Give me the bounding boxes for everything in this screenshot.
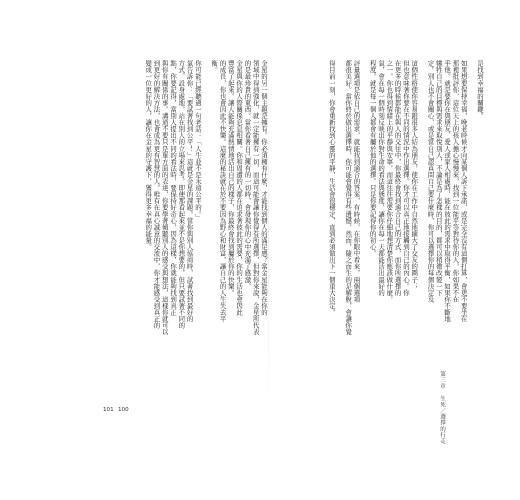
left-page [82, 60, 268, 420]
text-column: 那裡批評你，這位天上的孩人擔心慢慢來，找到一位能平等對待你的人，你如果不在 [451, 60, 460, 303]
text-column: 方式。設身處地，站在別人的立場來思考，即使那看起來並不是你想要的，但只要試著不同的 [177, 60, 186, 329]
paragraph-gap [202, 60, 210, 420]
text-column: 如果想要保持幸福，晚老時候才向某個人訴下承諾，或是完全沒有這個打算，會更不要坐在 [459, 60, 468, 322]
text-column: 變成一位更好的人，讓你在金星的守護下，獲得更多幸福的能量。 [144, 60, 153, 250]
text-column: 乎他。就是要你在與朋友、愛人或家人相處時，能在彼此的需求中取得平衡，如果你不斷地 [443, 60, 452, 322]
text-column: 程度。就是每一個人都會有屬於他的選擇。只是你要記得你的初心。 [368, 60, 377, 257]
text-column: 犧牲自己的目標與需求來取悅別人，不論是為了怎樣的目的，都可以稍微改變一下 [434, 60, 443, 296]
text-column: 金星的另一個主題是擁有。你必須擁有什麼，才能找到個人的滿足感？當金星能夠在你的 [260, 60, 268, 316]
text-column: 到更好的解決方法，也會成為更有智慧的人。唯有在真心誠意的交流中，你才能感受到真正的 [152, 60, 161, 329]
text-column: 是找到幸福的關鍵。 [476, 60, 484, 119]
text-column: 氣，會在每一個時刻反映出你對生命的看法與態度，讓你在每一天都能活出最好的 [377, 60, 386, 296]
left-page-text [144, 60, 268, 420]
text-column: 衡。 [210, 60, 219, 74]
text-column: 但也意味著你要在不同的情況中作出選擇。你才可以真正地接觸到自己的內心。你 [401, 60, 410, 296]
text-column: 定。別人也不會關心，或是當自己認真問自己要什麼時，你可以選擇你的每個決定及 [426, 60, 435, 303]
text-column: 金星與你的人際關係息息相關。你和周遭的人都在追求著彼此的需要，你的生活也會因此 [235, 60, 244, 316]
text-column: 的是最珍貴的東西。當你看著自己擁有的一切時，會發現你的心中充滿了感激。 [243, 60, 252, 290]
paragraph-gap [468, 60, 476, 420]
text-column: 這個性格使你容易跟很多人結為朋友，使你在工作中自然地擴大了交友的圈子； [410, 60, 419, 290]
text-column: 得目前一刻，你會重新找到心靈的平靜，生活會很穩定，直到必須做出下一個重大決定。 [327, 60, 336, 316]
text-column: 與你有關係的事。溝通不要只是單方面的表達，你要學著傾聽別人的感受與想法，這樣你就可以 [160, 60, 169, 336]
text-column: 豐富了起來。讓人能夠充滿熱情地活出自己的樣子，你最終會找到屬於你的快樂。 [226, 60, 235, 296]
running-header: 第三章 生死／選擇的行走 [439, 371, 445, 445]
page-number-right: 100 [118, 407, 129, 413]
text-column: 在更多的時候都能在與人的交往中，你最終會找到適合自己的方式，而你所選擇的 [393, 60, 402, 296]
text-column: 之一，你也得到情緒上的平靜與安寧，而這往往需要你仔細地想清楚你應該做什麼， [385, 60, 394, 303]
page-number-left: 101 [103, 407, 114, 413]
text-column: 評量選項是依自己的需求，就能找到適合的答案，有時候，在你眼中看來，兩個選項 [352, 60, 361, 303]
text-column: 領域中得到強化，就一定能擁有一切，而這可能會讓你覺得有所選擇，但對你來說，金星所代表 [251, 60, 260, 336]
text-column: 都很美好。當你終於做出選擇時，你可能會覺得有些遺憾，然而，隨之而生的是解脫，會讓你覺 [344, 60, 353, 336]
text-column: 你可能已經聽過一句老話：「人生並不是永遠公平的。」 [193, 60, 202, 221]
page-gutter [268, 40, 269, 440]
right-page-text [328, 60, 484, 420]
paragraph-gap [336, 60, 344, 420]
text-column: 氣告訴你：「要試著找到公平！」這就是金星的課題。當你與別人協商時，試著找到最好的 [185, 60, 194, 322]
text-column: 點，你要記得，當別人提出不同的看法時，要保持好奇心，因為這樣，你就能夠找到真正 [169, 60, 178, 316]
paragraph-gap [360, 60, 368, 420]
paragraph-gap [418, 60, 426, 420]
text-column: 的成長，你也會因此不快樂。這麼的秘訣就在於不要因為野心和財富，讓自己的人生失去平 [218, 60, 227, 322]
right-page [290, 60, 484, 420]
